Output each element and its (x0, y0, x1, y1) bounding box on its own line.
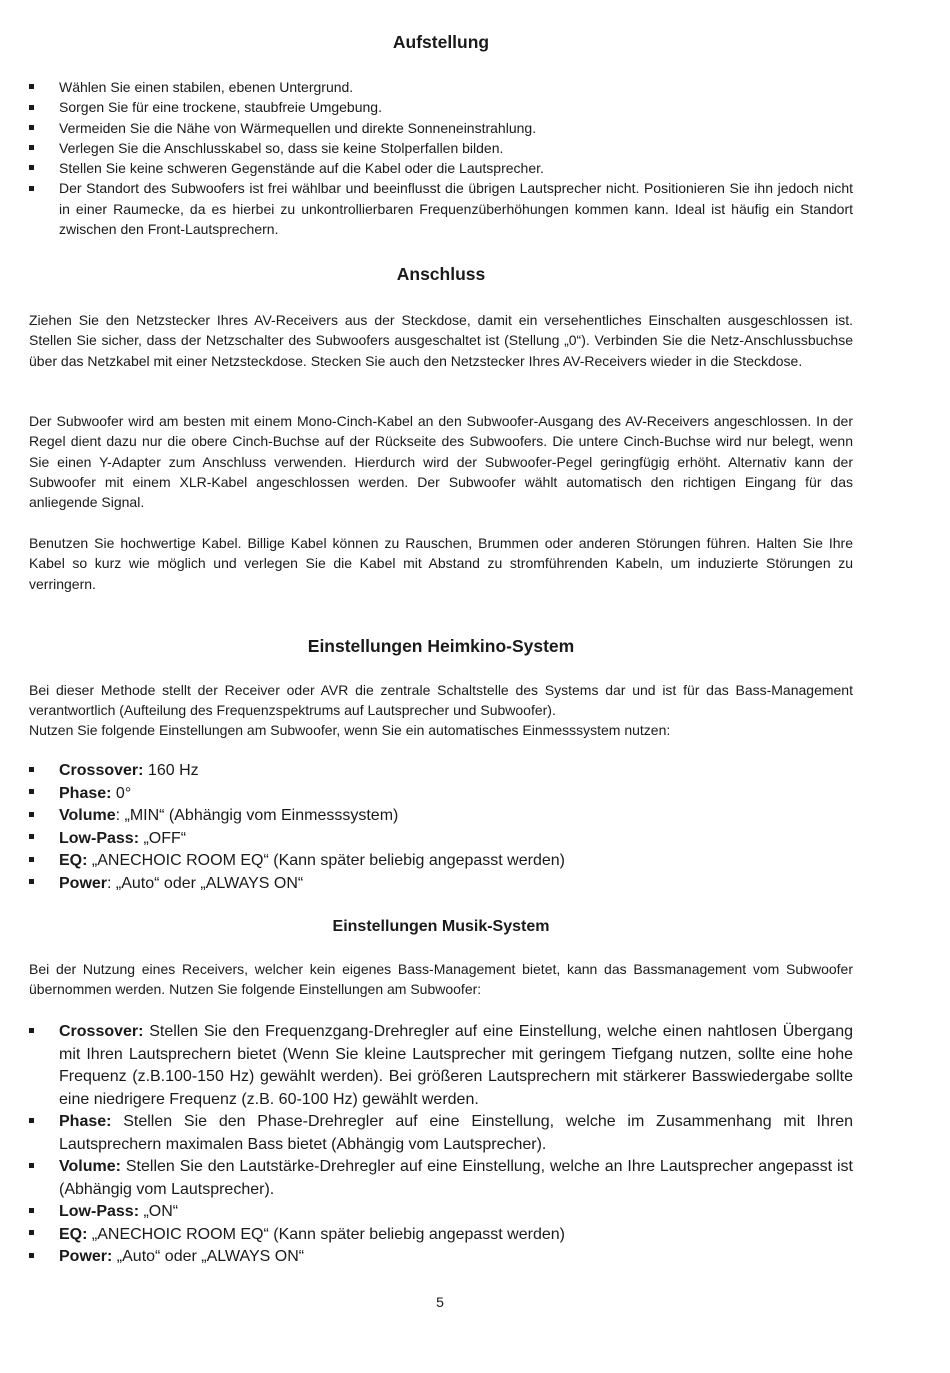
list-item: Vermeiden Sie die Nähe von Wärmequellen und direkte Sonneneinstrahlung. (29, 118, 853, 138)
list-item: Sorgen Sie für eine trockene, staubfreie Umgebung. (29, 97, 853, 117)
list-item: Low-Pass: „ON“ (29, 1201, 853, 1224)
list-item: Volume: „MIN“ (Abhängig vom Einmesssystem) (29, 805, 853, 828)
list-item: EQ: „ANECHOIC ROOM EQ“ (Kann später beliebig angepasst werden) (29, 850, 853, 873)
musik-settings-list (29, 1021, 853, 1269)
bullet-icon (29, 97, 41, 117)
list-item: Der Standort des Subwoofers ist frei wählbar und beeinflusst die übrigen Lautsprecher nicht. Positionieren Sie ihn jedoch nicht in einer Raumecke, da es hierbei zu unkontrollierbaren Frequenzüberhöhungen kommen kann. Ideal ist häufig ein Standort zwischen den Front-Lautsprechern. (29, 178, 853, 239)
bullet-icon (29, 77, 41, 97)
section-title-heimkino: Einstellungen Heimkino-System (307, 636, 575, 656)
page-number: 5 (436, 1294, 444, 1310)
list-item: Wählen Sie einen stabilen, ebenen Untergrund. (29, 77, 853, 97)
list-item: Verlegen Sie die Anschlusskabel so, dass sie keine Stolperfallen bilden. (29, 138, 853, 158)
anschluss-paragraph-1: Ziehen Sie den Netzstecker Ihres AV-Receivers aus der Steckdose, damit ein versehentliches Einschalten ausgeschlossen ist. Stellen Sie sicher, dass der Netzschalter des Subwoofers ausgeschaltet ist (Stellung „0“). Verbinden Sie die Netz-Anschlussbuchse über das Netzkabel mit einer Netzsteckdose. Stecken Sie auch den Netzstecker Ihres AV-Receivers wieder in die Steckdose. (29, 312, 853, 369)
list-item: Volume: Stellen Sie den Lautstärke-Drehregler auf eine Einstellung, welche an Ihre Lautsprecher angepasst ist (Abhängig vom Lautsprecher). (29, 1156, 853, 1201)
list-item: Stellen Sie keine schweren Gegenstände auf die Kabel oder die Lautsprecher. (29, 158, 853, 178)
list-item: Crossover: Stellen Sie den Frequenzgang-Drehregler auf eine Einstellung, welche einen nahtlosen Übergang mit Ihren Lautsprechern bietet (Wenn Sie kleine Lautsprecher mit geringem Tiefgang nutzen, sollte eine hohe Frequenz (z.B.100-150 Hz) gewählt werden). Bei größeren Lautsprechern mit stärkerer Basswiedergabe sollte eine niedrigere Frequenz (z.B. 60-100 Hz) gewählt werden. (29, 1021, 853, 1111)
heimkino-intro-2: Nutzen Sie folgende Einstellungen am Subwoofer, wenn Sie ein automatisches Einmesssystem nutzen: (29, 722, 671, 738)
musik-intro: Bei der Nutzung eines Receivers, welcher kein eigenes Bass-Management bietet, kann das Bassmanagement vom Subwoofer übernommen werden. Nutzen Sie folgende Einstellungen am Subwoofer: (29, 961, 853, 998)
list-item: Phase: 0° (29, 783, 853, 806)
bullet-icon (29, 828, 41, 851)
list-item: Low-Pass: „OFF“ (29, 828, 853, 851)
heimkino-intro-1: Bei dieser Methode stellt der Receiver oder AVR die zentrale Schaltstelle des Systems dar und ist für das Bass-Management verantwortlich (Aufteilung des Frequenzspektrums auf Lautsprecher und Subwoofer). (29, 682, 853, 719)
anschluss-paragraph-3: Benutzen Sie hochwertige Kabel. Billige Kabel können zu Rauschen, Brummen oder anderen Störungen führen. Halten Sie Ihre Kabel so kurz wie möglich und verlegen Sie die Kabel mit Abstand zu stromführenden Kabeln, um induzierte Störungen zu verringern. (29, 535, 853, 592)
anschluss-paragraph-2: Der Subwoofer wird am besten mit einem Mono-Cinch-Kabel an den Subwoofer-Ausgang des AV-Receivers angeschlossen. In der Regel dient dazu nur die obere Cinch-Buchse auf der Rückseite des Subwoofers. Die untere Cinch-Buchse wird nur belegt, wenn Sie einen Y-Adapter zum Anschluss verwenden. Hierdurch wird der Subwoofer-Pegel geringfügig erhöht. Alternativ kann der Subwoofer mit einem XLR-Kabel angeschlossen werden. Der Subwoofer wählt automatisch den richtigen Eingang für das anliegende Signal. (29, 413, 853, 511)
list-item: Power: „Auto“ oder „ALWAYS ON“ (29, 1246, 853, 1269)
list-item: Crossover: 160 Hz (29, 760, 853, 783)
list-item: Power: „Auto“ oder „ALWAYS ON“ (29, 873, 853, 896)
bullet-icon (29, 158, 41, 178)
bullet-icon (29, 178, 41, 198)
section-title-anschluss: Anschluss (396, 264, 486, 284)
bullet-icon (29, 1224, 41, 1247)
list-item: Phase: Stellen Sie den Phase-Drehregler auf eine Einstellung, welche im Zusammenhang mit Ihren Lautsprechern maximalen Bass bietet (Abhängig vom Lautsprecher). (29, 1111, 853, 1156)
bullet-icon (29, 760, 41, 783)
bullet-icon (29, 1021, 41, 1044)
heimkino-settings-list (29, 760, 853, 895)
bullet-icon (29, 873, 41, 896)
aufstellung-list (29, 77, 853, 239)
section-title-musik: Einstellungen Musik-System (332, 918, 550, 935)
bullet-icon (29, 850, 41, 873)
bullet-icon (29, 1246, 41, 1269)
section-title-aufstellung: Aufstellung (392, 32, 490, 52)
bullet-icon (29, 1111, 41, 1134)
bullet-icon (29, 783, 41, 806)
bullet-icon (29, 1156, 41, 1179)
bullet-icon (29, 1201, 41, 1224)
bullet-icon (29, 805, 41, 828)
list-item: EQ: „ANECHOIC ROOM EQ“ (Kann später beliebig angepasst werden) (29, 1224, 853, 1247)
bullet-icon (29, 118, 41, 138)
bullet-icon (29, 138, 41, 158)
